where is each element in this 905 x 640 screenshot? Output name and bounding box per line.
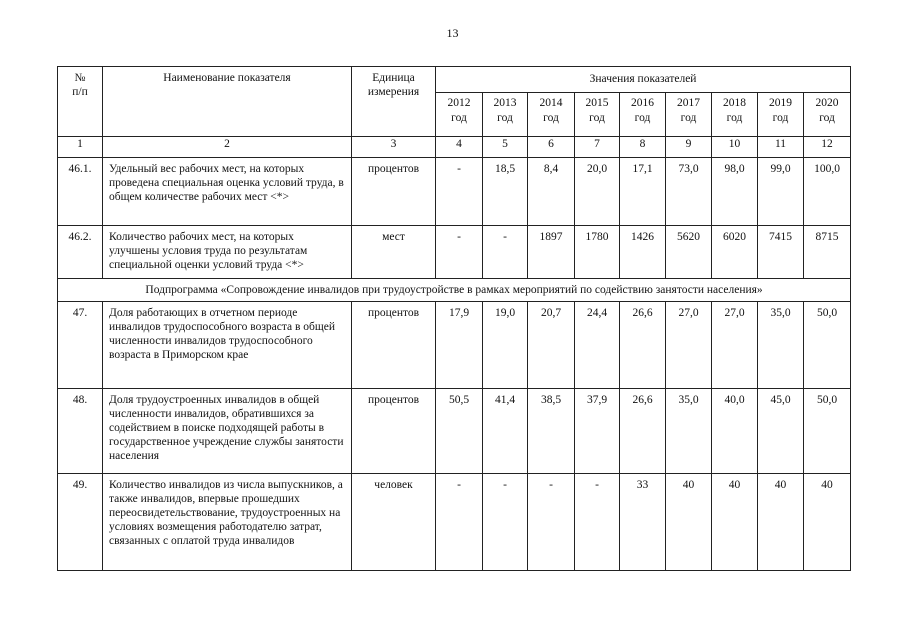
column-number: 10 [712,137,758,158]
row-value: 33 [620,474,666,571]
row-value: 1780 [575,226,620,279]
page-number: 13 [446,26,459,40]
header-year: 2013 год [483,93,528,137]
row-value: 1897 [528,226,575,279]
row-number: 46.1. [58,158,103,226]
row-value: - [436,158,483,226]
row-value: 50,5 [436,389,483,474]
row-unit: процентов [352,158,436,226]
row-value: 6020 [712,226,758,279]
column-number: 12 [804,137,851,158]
row-value: 18,5 [483,158,528,226]
row-unit: человек [352,474,436,571]
row-value: 27,0 [712,302,758,389]
row-value: 7415 [758,226,804,279]
column-numbers-row [58,137,851,158]
header-year: 2014 год [528,93,575,137]
row-value: 98,0 [712,158,758,226]
header-unit: Единица измерения [352,67,436,137]
row-value: 50,0 [804,302,851,389]
row-number: 46.2. [58,226,103,279]
row-value: 37,9 [575,389,620,474]
row-number: 48. [58,389,103,474]
row-value: 40,0 [712,389,758,474]
row-value: 19,0 [483,302,528,389]
column-number: 5 [483,137,528,158]
row-value: 40 [804,474,851,571]
row-value: 17,9 [436,302,483,389]
column-number: 3 [352,137,436,158]
table-row [58,302,851,389]
row-value: - [483,474,528,571]
row-value: 50,0 [804,389,851,474]
column-number: 1 [58,137,103,158]
row-value: 40 [758,474,804,571]
row-value: 20,0 [575,158,620,226]
row-value: 38,5 [528,389,575,474]
table-row [58,226,851,279]
row-value: 73,0 [666,158,712,226]
subprogram-row [58,279,851,302]
column-number: 2 [103,137,352,158]
row-value: 35,0 [758,302,804,389]
row-value: 27,0 [666,302,712,389]
row-value: 8,4 [528,158,575,226]
row-value: 40 [712,474,758,571]
row-indicator-name: Количество рабочих мест, на которых улучшены условия труда по результатам специальной оценки условий труда <*> [103,226,352,279]
row-value: 17,1 [620,158,666,226]
row-value: 45,0 [758,389,804,474]
row-value: 26,6 [620,389,666,474]
column-number: 11 [758,137,804,158]
row-indicator-name: Количество инвалидов из числа выпускников, а также инвалидов, впервые прошедших переосвидетельствование, трудоустроенных на условиях возмещения работодателю затрат, связанных с оплатой труда инвалидов [103,474,352,571]
header-year: 2012 год [436,93,483,137]
header-year: 2017 год [666,93,712,137]
row-value: 8715 [804,226,851,279]
header-year: 2016 год [620,93,666,137]
row-indicator-name: Доля работающих в отчетном периоде инвалидов трудоспособного возраста в общей численности инвалидов трудоспособного возраста в Приморском крае [103,302,352,389]
row-value: 40 [666,474,712,571]
row-value: 26,6 [620,302,666,389]
row-indicator-name: Удельный вес рабочих мест, на которых проведена специальная оценка условий труда, в общем количестве рабочих мест <*> [103,158,352,226]
column-number: 4 [436,137,483,158]
table-header [58,67,851,137]
row-unit: мест [352,226,436,279]
row-unit: процентов [352,389,436,474]
row-value: 24,4 [575,302,620,389]
header-values-title: Значения показателей [436,67,851,93]
row-value: 35,0 [666,389,712,474]
row-value: 20,7 [528,302,575,389]
row-value: 1426 [620,226,666,279]
header-year: 2015 год [575,93,620,137]
row-value: 41,4 [483,389,528,474]
table-body [58,137,851,571]
header-year: 2019 год [758,93,804,137]
row-value: - [436,226,483,279]
row-indicator-name: Доля трудоустроенных инвалидов в общей численности инвалидов, обратившихся за содействием в поиске подходящей работы в государственное учреждение службы занятости населения [103,389,352,474]
column-number: 6 [528,137,575,158]
table-row [58,158,851,226]
row-value: 99,0 [758,158,804,226]
table-row [58,474,851,571]
row-value: 5620 [666,226,712,279]
header-no: № п/п [58,67,103,137]
row-number: 49. [58,474,103,571]
row-number: 47. [58,302,103,389]
indicators-table [57,66,851,571]
row-value: - [483,226,528,279]
header-year: 2018 год [712,93,758,137]
table-row [58,389,851,474]
row-value: - [528,474,575,571]
header-name: Наименование показателя [103,67,352,137]
column-number: 7 [575,137,620,158]
column-number: 8 [620,137,666,158]
row-unit: процентов [352,302,436,389]
header-year: 2020 год [804,93,851,137]
column-number: 9 [666,137,712,158]
subprogram-title: Подпрограмма «Сопровождение инвалидов при трудоустройстве в рамках мероприятий по содействию занятости населения» [58,279,851,302]
row-value: 100,0 [804,158,851,226]
row-value: - [575,474,620,571]
row-value: - [436,474,483,571]
